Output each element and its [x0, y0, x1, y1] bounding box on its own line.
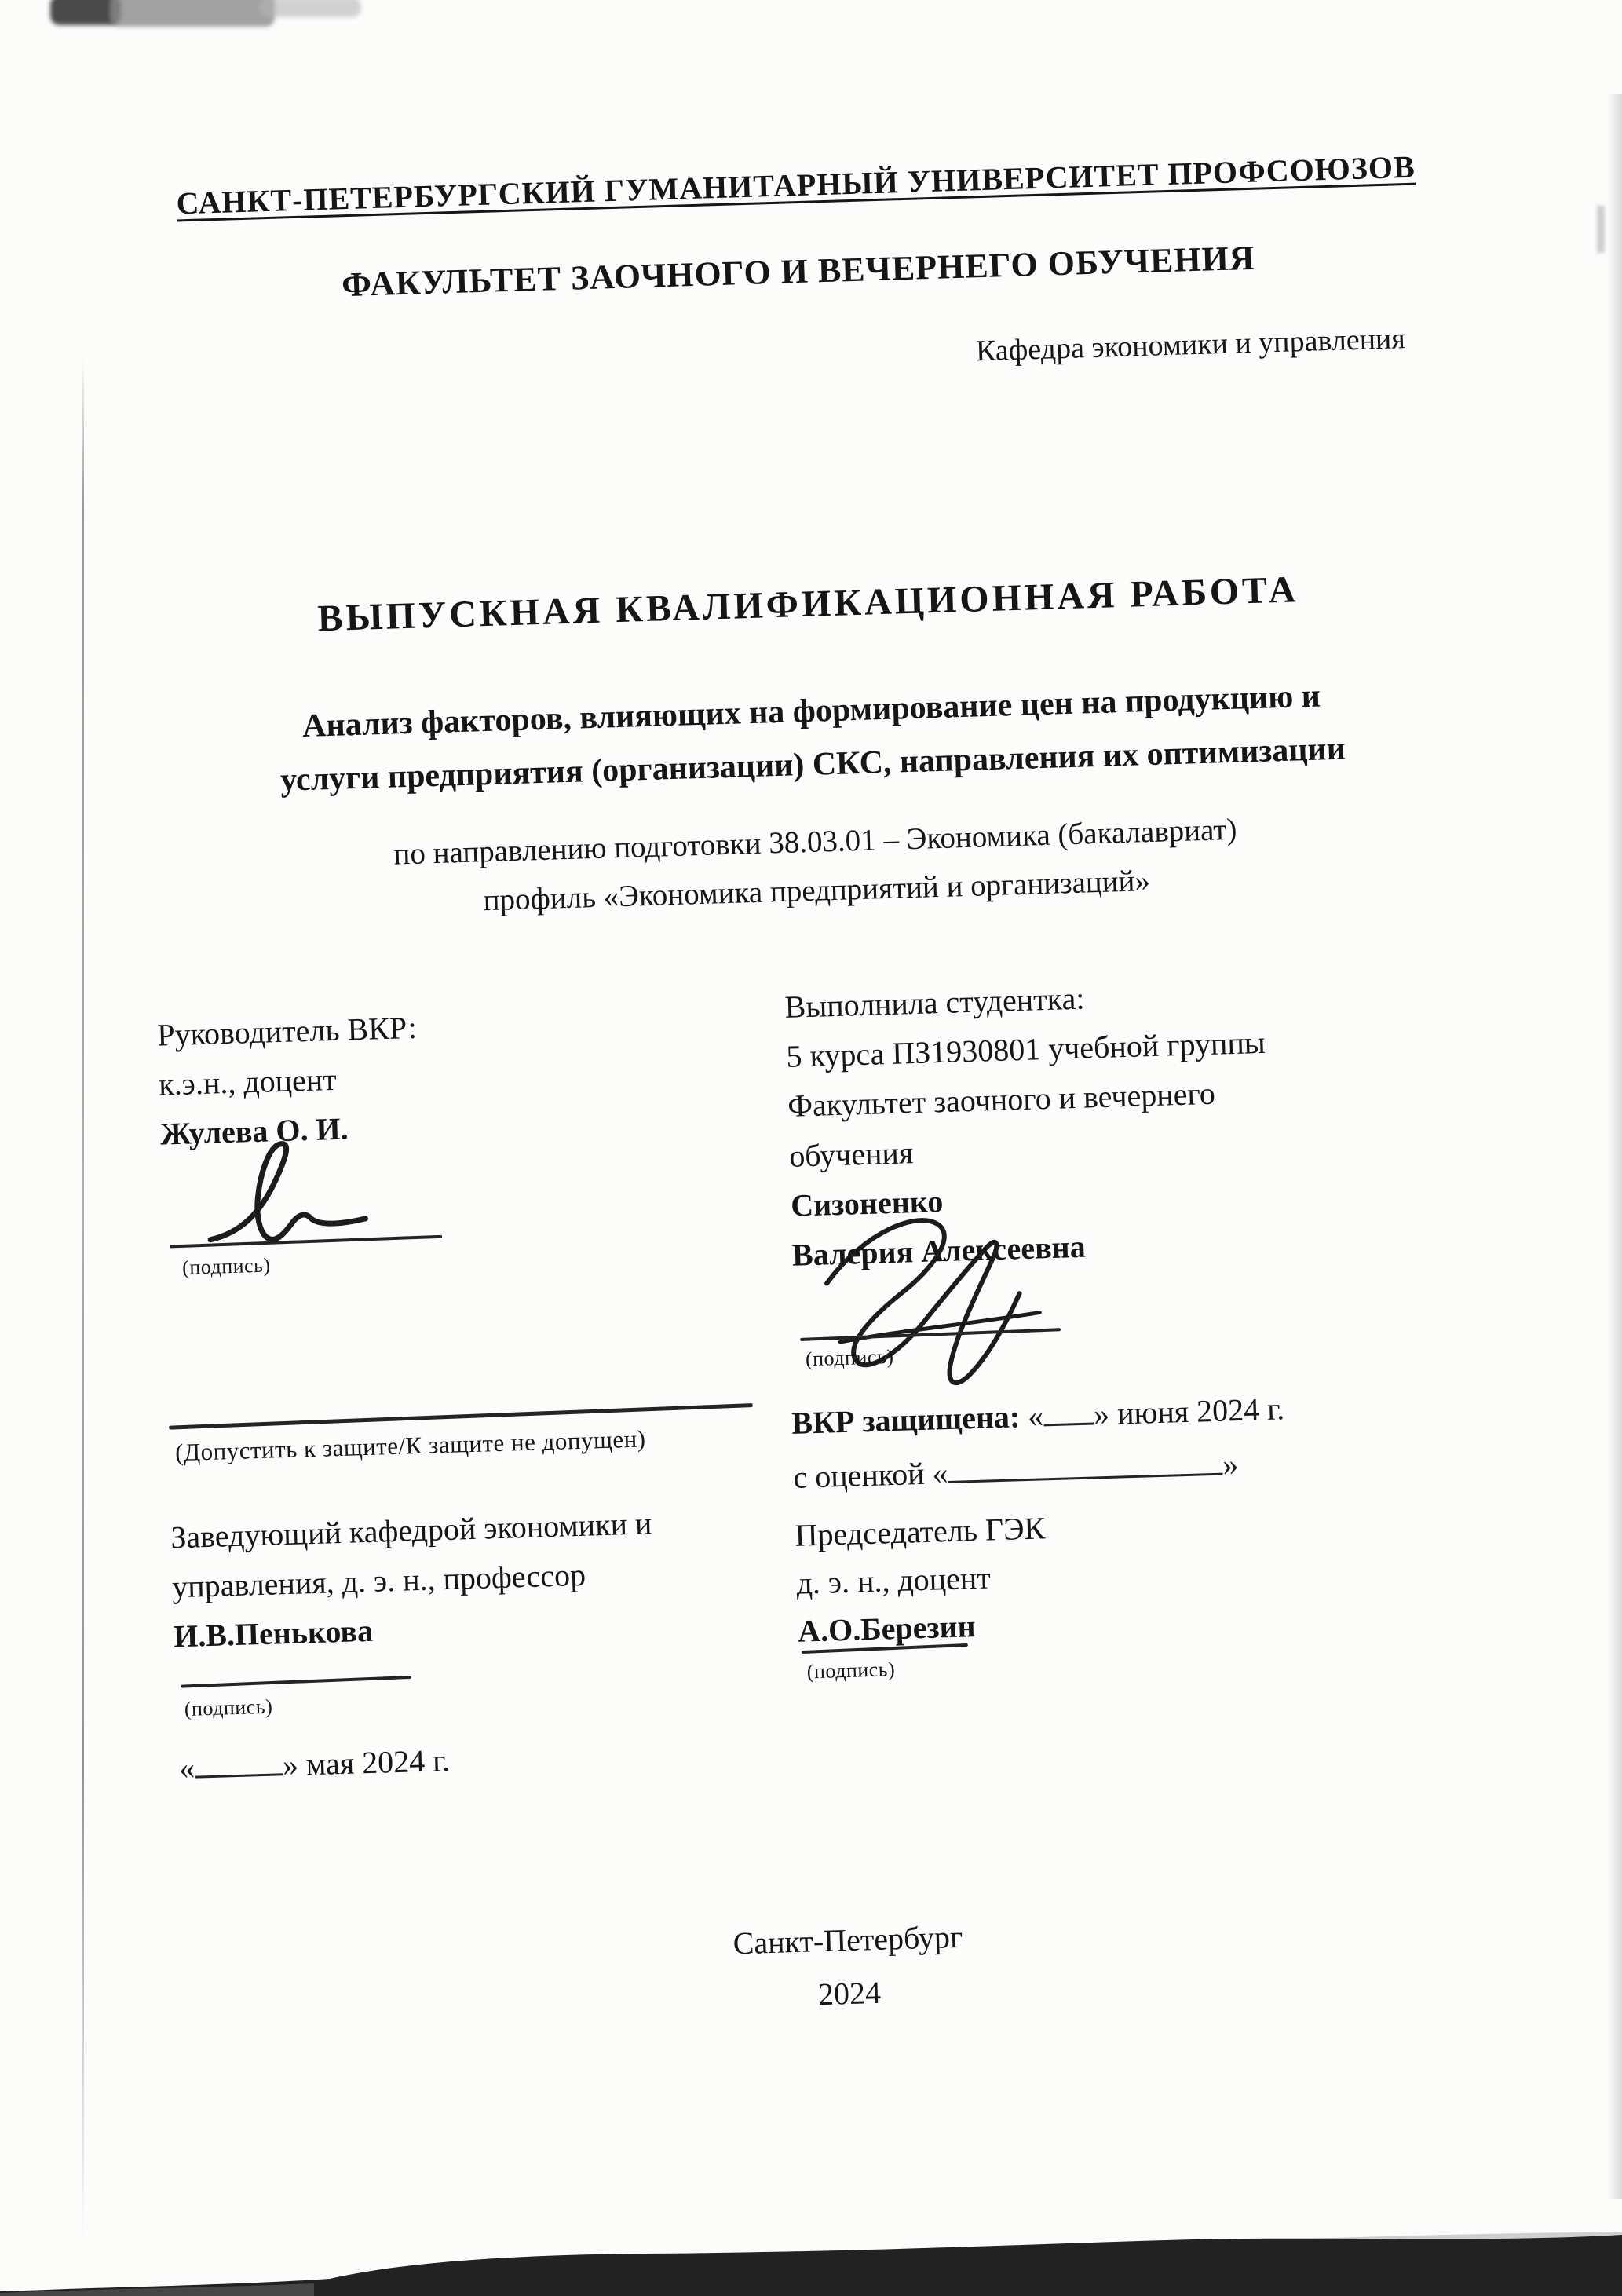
- committee-block: [795, 1504, 1049, 1655]
- supervisor-degree: к.э.н., доцент: [158, 1062, 338, 1102]
- grade-blank: [948, 1439, 1223, 1483]
- student-faculty-line1: Факультет заочного и вечернего: [787, 1076, 1216, 1124]
- admission-line: [169, 1403, 753, 1430]
- thesis-topic: [112, 664, 1512, 812]
- head-title-line1: Заведующий кафедрой экономики и: [170, 1505, 652, 1556]
- defense-label: ВКР защищена:: [791, 1398, 1021, 1441]
- scan-edge-shadow: [1608, 94, 1622, 2199]
- scan-smudge-artifact: [259, 0, 361, 17]
- document-type-title: ВЫПУСКНАЯ КВАЛИФИКАЦИОННАЯ РАБОТА: [316, 569, 1300, 640]
- scan-smudge-artifact: [110, 0, 275, 27]
- page-fold-line-artifact: [82, 357, 84, 2242]
- thesis-topic-line1: Анализ факторов, влияющих на формирование цен на продукцию и: [301, 678, 1321, 744]
- department-name: Кафедра экономики и управления: [975, 322, 1406, 368]
- head-signature-caption: (подпись): [184, 1695, 273, 1720]
- student-faculty-line2: обучения: [788, 1134, 914, 1174]
- committee-signature-caption: (подпись): [806, 1658, 896, 1684]
- grade-suffix: »: [1222, 1446, 1239, 1483]
- head-title-line2: управления, д. э. н., профессор: [171, 1556, 586, 1605]
- head-name: И.В.Пенькова: [173, 1613, 374, 1654]
- admission-date-quote: «: [178, 1749, 195, 1786]
- student-signature: [793, 1201, 1082, 1414]
- department-head-block: [170, 1498, 656, 1662]
- footer-year: 2024: [817, 1974, 882, 2013]
- defense-quote-open: «: [1027, 1398, 1044, 1434]
- student-group: 5 курса ПЗ1930801 учебной группы: [785, 1024, 1266, 1075]
- student-signature-caption: (подпись): [805, 1344, 894, 1371]
- committee-degree: д. э. н., доцент: [795, 1559, 992, 1601]
- student-performed: Выполнила студентка:: [784, 980, 1085, 1025]
- admission-day-blank: [194, 1740, 283, 1778]
- footer-city: Санкт-Петербург: [732, 1918, 963, 1961]
- admission-date-rest: » мая 2024 г.: [282, 1742, 451, 1783]
- study-program: [116, 797, 1516, 935]
- footer-block: [148, 1893, 1548, 2042]
- admission-caption: (Допустить к защите/К защите не допущен): [174, 1424, 646, 1467]
- thesis-topic-line2: услуги предприятия (организации) СКС, направления их оптимизации: [279, 730, 1346, 799]
- university-name: САНКТ-ПЕТЕРБУРГСКИЙ ГУМАНИТАРНЫЙ УНИВЕРСИТЕТ ПРОФСОЮЗОВ: [175, 148, 1416, 221]
- scan-edge-mark: [1597, 206, 1605, 253]
- grade-prefix: с оценкой «: [792, 1454, 949, 1495]
- student-surname: Сизоненко: [790, 1183, 944, 1223]
- scan-bottom-shadow: [0, 2210, 1622, 2296]
- defense-block: [791, 1382, 1287, 1504]
- defense-date-rest: » июня 2024 г.: [1093, 1391, 1285, 1432]
- head-signature-line: [181, 1676, 411, 1688]
- program-line: по направлению подготовки 38.03.01 – Экономика (бакалавриат): [393, 812, 1237, 872]
- admission-date-line: [178, 1735, 451, 1786]
- committee-name: А.О.Березин: [797, 1607, 977, 1649]
- faculty-name: ФАКУЛЬТЕТ ЗАОЧНОГО И ВЕЧЕРНЕГО ОБУЧЕНИЯ: [341, 238, 1256, 305]
- supervisor-signature-caption: (подпись): [181, 1253, 271, 1279]
- profile-line: профиль «Экономика предприятий и организаций»: [483, 863, 1151, 917]
- supervisor-name: Жулева О. И.: [159, 1110, 349, 1152]
- student-name: Валерия Алексеевна: [791, 1228, 1087, 1273]
- committee-chair: Председатель ГЭК: [794, 1510, 1046, 1553]
- defense-day-blank: [1043, 1389, 1094, 1426]
- supervisor-role: Руководитель ВКР:: [156, 1009, 418, 1053]
